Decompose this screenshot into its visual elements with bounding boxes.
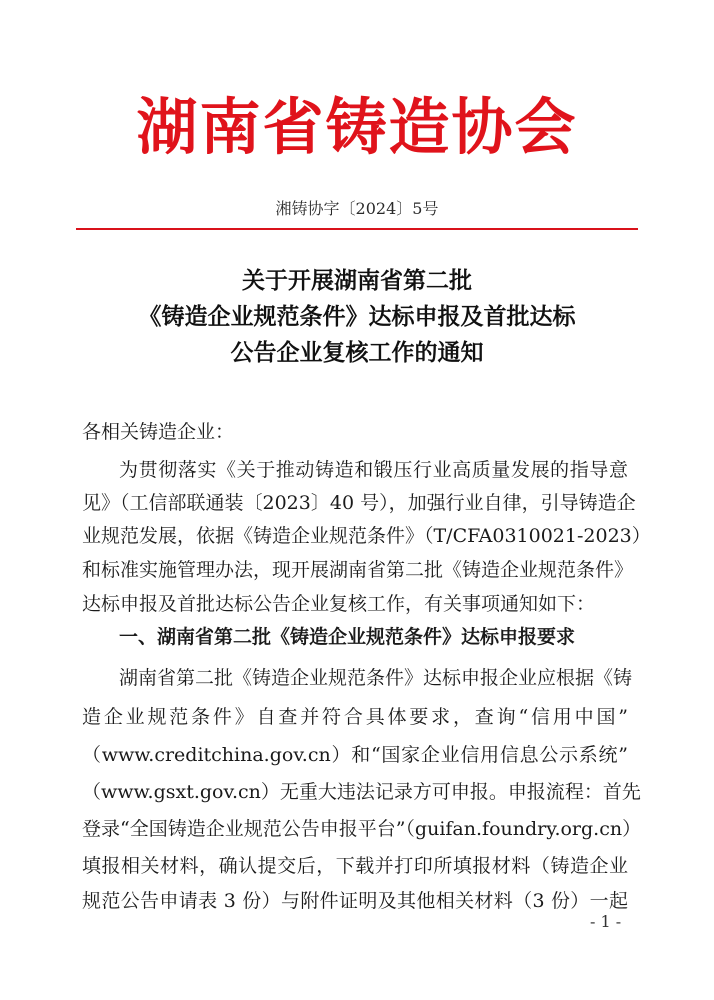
association-title: 湖南省铸造协会 — [136, 92, 578, 163]
header-divider — [76, 228, 638, 230]
notice-title-line: 公告企业复核工作的通知 — [230, 340, 484, 366]
section-paragraph-line: 规范公告申请表 3 份）与附件证明及其他相关材料（3 份）一起 — [82, 890, 628, 912]
section-paragraph-line: 填报相关材料，确认提交后，下载并打印所填报材料（铸造企业 — [82, 855, 628, 877]
section-paragraph-line: 湖南省第二批《铸造企业规范条件》达标申报企业应根据《铸 — [119, 667, 633, 689]
section-heading: 一、湖南省第二批《铸造企业规范条件》达标申报要求 — [119, 626, 576, 648]
intro-paragraph-line: 和标准实施管理办法，现开展湖南省第二批《铸造企业规范条件》 — [82, 559, 634, 581]
salutation: 各相关铸造企业： — [82, 421, 235, 443]
section-paragraph-line: （www.gsxt.gov.cn）无重大违法记录方可申报。申报流程：首先 — [82, 781, 641, 803]
section-paragraph-line: 造企业规范条件》自查并符合具体要求，查询“信用中国” — [82, 706, 628, 728]
intro-paragraph-line: 见》（工信部联通装〔2023〕40 号），加强行业自律，引导铸造企 — [82, 492, 636, 514]
page-number: - 1 - — [590, 912, 622, 931]
document-number: 湘铸协字〔2024〕5号 — [275, 199, 439, 218]
intro-paragraph-line: 业规范发展，依据《铸造企业规范条件》（T/CFA0310021-2023） — [82, 525, 651, 547]
notice-title-line: 关于开展湖南省第二批 — [242, 268, 472, 294]
section-paragraph-line: （www.creditchina.gov.cn）和“国家企业信用信息公示系统” — [82, 744, 628, 766]
section-paragraph-line: 登录“全国铸造企业规范公告申报平台”（guifan.foundry.org.cn） — [82, 818, 642, 840]
intro-paragraph-line: 达标申报及首批达标公告企业复核工作，有关事项通知如下： — [82, 593, 596, 615]
notice-title-line: 《铸造企业规范条件》达标申报及首批达标 — [138, 304, 576, 330]
notice-title — [0, 263, 714, 371]
intro-paragraph-line: 为贯彻落实《关于推动铸造和锻压行业高质量发展的指导意 — [119, 459, 628, 481]
